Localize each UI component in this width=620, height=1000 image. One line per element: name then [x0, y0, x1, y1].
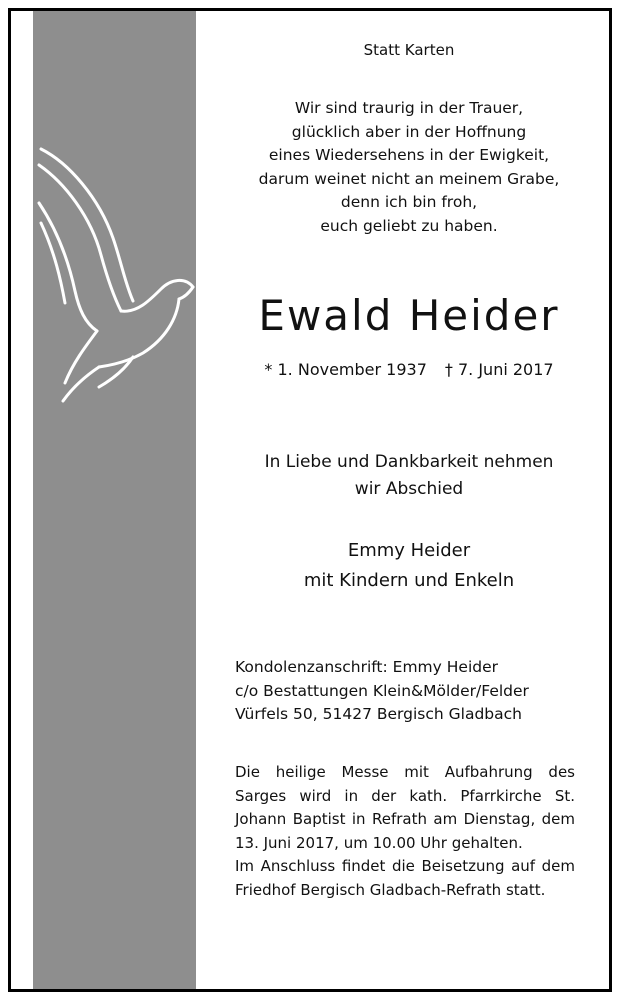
poem	[209, 97, 609, 238]
poem-line: darum weinet nicht an meinem Grabe,	[258, 169, 560, 188]
dove-icon	[29, 143, 199, 411]
farewell-line: In Liebe und Dankbarkeit nehmen	[264, 452, 554, 472]
address-line: c/o Bestattungen Klein&Mölder/Felder	[235, 681, 529, 700]
farewell-text	[209, 449, 609, 503]
life-dates	[209, 360, 609, 379]
poem-line: euch geliebt zu haben.	[320, 216, 498, 235]
poem-line: denn ich bin froh,	[340, 193, 478, 211]
address-line: Vürfels 50, 51427 Bergisch Gladbach	[235, 705, 522, 723]
poem-line: Wir sind traurig in der Trauer,	[294, 99, 524, 117]
obituary-card	[8, 8, 612, 992]
deceased-name: Ewald Heider	[258, 291, 560, 340]
mourners	[209, 536, 609, 596]
mourner-line: Emmy Heider	[347, 540, 471, 561]
death-date: † 7. Juni 2017	[444, 360, 554, 379]
birth-date: * 1. November 1937	[264, 360, 427, 379]
condolence-address	[235, 656, 585, 727]
address-line: Kondolenzanschrift: Emmy Heider	[235, 658, 498, 676]
mass-paragraph: Die heilige Messe mit Aufbahrung des Sarges wird in der kath. Pfarrkirche St. Johann Baptist in Refrath am Dienstag, dem 13. Juni 2017, um 10.00 Uhr gehalten.	[235, 763, 575, 852]
farewell-line: wir Abschied	[354, 479, 464, 499]
poem-line: glücklich aber in der Hoffnung	[291, 122, 527, 141]
mourner-line: mit Kindern und Enkeln	[303, 570, 515, 591]
poem-line: eines Wiedersehens in der Ewigkeit,	[268, 146, 550, 164]
mass-notice	[235, 761, 575, 902]
heading: Statt Karten	[363, 41, 455, 59]
burial-paragraph: Im Anschluss findet die Beisetzung auf dem Friedhof Bergisch Gladbach-Refrath statt.	[235, 857, 575, 899]
